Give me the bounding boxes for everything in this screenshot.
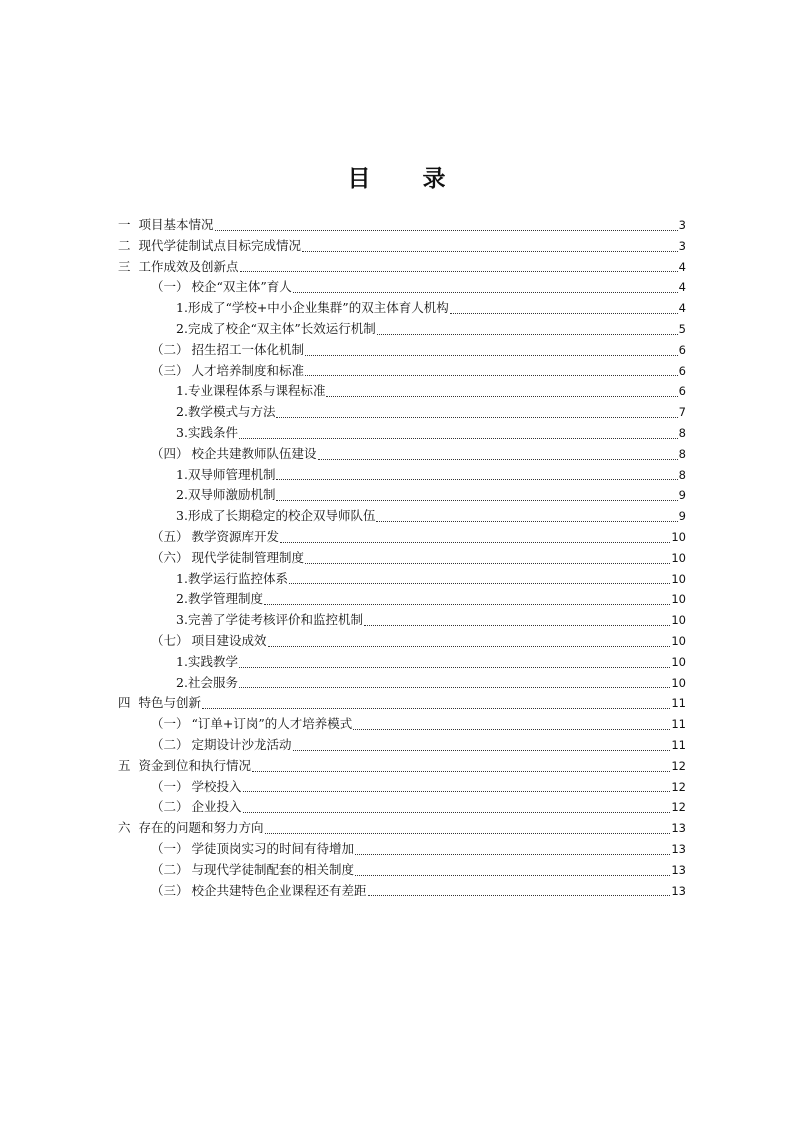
- toc-entry[interactable]: [118, 485, 686, 506]
- toc-entry-title: 定期设计沙龙活动: [191, 736, 292, 752]
- toc-entry-number: （一）: [151, 778, 189, 794]
- toc-entry-title: 教学运行监控体系: [187, 570, 288, 586]
- toc-entry-title: 招生招工一体化机制: [191, 341, 305, 357]
- toc-entry[interactable]: [118, 277, 686, 298]
- page-title: 目 录: [347, 166, 468, 192]
- toc-dot-leader: [239, 437, 678, 439]
- toc-dot-leader: [326, 395, 677, 397]
- toc-dot-leader: [215, 229, 678, 231]
- toc-entry-title: 项目基本情况: [138, 217, 214, 232]
- toc-entry-title: 工作成效及创新点: [138, 258, 239, 274]
- toc-entry-number: （二）: [151, 799, 189, 815]
- toc-page-number: 8: [678, 446, 686, 461]
- toc-page-number: 13: [671, 841, 686, 856]
- toc-entry[interactable]: [118, 361, 686, 382]
- toc-entry[interactable]: [118, 381, 686, 402]
- toc-entry[interactable]: [118, 215, 686, 236]
- toc-entry-title: 社会服务: [187, 674, 238, 690]
- toc-entry-number: 一: [118, 217, 131, 232]
- toc-dot-leader: [305, 354, 678, 356]
- toc-dot-leader: [268, 645, 671, 647]
- toc-entry-number: （二）: [151, 736, 189, 752]
- toc-entry-title: 专业课程体系与课程标准: [187, 383, 326, 399]
- toc-entry[interactable]: [118, 610, 686, 631]
- toc-entry-number: 1.: [176, 570, 188, 586]
- toc-entry[interactable]: [118, 797, 686, 818]
- toc-entry-number: （七）: [151, 632, 189, 648]
- toc-entry-title: 教学模式与方法: [187, 404, 276, 420]
- toc-entry-title: 学校投入: [191, 778, 242, 794]
- toc-dot-leader: [276, 499, 677, 501]
- toc-entry[interactable]: [118, 652, 686, 673]
- toc-entry-number: 3.: [176, 424, 188, 440]
- toc-page-number: 11: [671, 737, 686, 752]
- toc-page-number: 11: [671, 717, 686, 732]
- toc-entry-title: 现代学徒制试点目标完成情况: [138, 237, 302, 253]
- toc-page-number: 6: [678, 384, 686, 399]
- toc-entry-title: “订单+订岗”的人才培养模式: [191, 716, 353, 732]
- toc-entry-title: 教学管理制度: [187, 591, 263, 607]
- toc-page-number: 6: [678, 363, 686, 378]
- toc-dot-leader: [293, 749, 671, 751]
- toc-entry-title: 校企“双主体”育人: [191, 279, 292, 295]
- toc-page-number: 8: [678, 425, 686, 440]
- toc-page-number: 10: [671, 529, 686, 544]
- toc-entry[interactable]: [118, 527, 686, 548]
- toc-entry-title: 完成了校企“双主体”长效运行机制: [187, 320, 376, 336]
- toc-entry[interactable]: [118, 881, 686, 902]
- toc-entry-title: 完善了学徒考核评价和监控机制: [187, 612, 363, 628]
- toc-entry-number: （二）: [151, 341, 189, 357]
- toc-dot-leader: [239, 666, 670, 668]
- toc-entry-number: （六）: [151, 549, 189, 565]
- toc-entry[interactable]: [118, 548, 686, 569]
- toc-dot-leader: [289, 582, 670, 584]
- toc-entry-number: 1.: [176, 300, 188, 316]
- toc-entry-number: （四）: [151, 445, 189, 461]
- toc-dot-leader: [240, 270, 678, 272]
- toc-dot-leader: [450, 312, 678, 314]
- toc-page-number: 3: [678, 218, 686, 232]
- table-of-contents: [118, 215, 686, 901]
- toc-dot-leader: [202, 707, 670, 709]
- toc-dot-leader: [355, 853, 670, 855]
- toc-entry-number: 3.: [176, 612, 188, 628]
- toc-dot-leader: [305, 374, 678, 376]
- toc-entry[interactable]: [118, 444, 686, 465]
- toc-entry-number: （一）: [151, 840, 189, 856]
- toc-entry-number: 3.: [176, 508, 188, 524]
- toc-entry-title: 特色与创新: [138, 695, 202, 711]
- toc-dot-leader: [364, 624, 670, 626]
- toc-entry-number: 2.: [176, 591, 188, 607]
- toc-entry-number: 三: [118, 258, 131, 274]
- toc-page-number: 8: [678, 467, 686, 482]
- toc-entry[interactable]: [118, 402, 686, 423]
- toc-page-number: 10: [671, 571, 686, 586]
- toc-entry[interactable]: [118, 298, 686, 319]
- toc-entry[interactable]: [118, 340, 686, 361]
- toc-entry[interactable]: [118, 423, 686, 444]
- toc-dot-leader: [305, 562, 670, 564]
- toc-page-number: 13: [671, 821, 686, 836]
- toc-entry-number: 2.: [176, 320, 188, 336]
- toc-page-number: 4: [678, 301, 686, 316]
- toc-entry[interactable]: [118, 506, 686, 527]
- toc-entry-title: 人才培养制度和标准: [191, 362, 305, 378]
- toc-entry[interactable]: [118, 860, 686, 881]
- toc-entry[interactable]: [118, 777, 686, 798]
- toc-page-number: 10: [671, 675, 686, 690]
- toc-page-number: 12: [671, 758, 686, 773]
- toc-entry-title: 双导师管理机制: [187, 466, 276, 482]
- toc-entry-number: 四: [118, 695, 131, 711]
- toc-entry-number: 1.: [176, 383, 188, 399]
- toc-dot-leader: [264, 603, 670, 605]
- toc-dot-leader: [293, 291, 678, 293]
- toc-entry-title: 现代学徒制管理制度: [191, 549, 305, 565]
- toc-page-number: 9: [678, 488, 686, 503]
- toc-entry-title: 学徒顶岗实习的时间有待增加: [191, 840, 355, 856]
- toc-entry-number: （三）: [151, 362, 189, 378]
- toc-entry-number: 1.: [176, 653, 188, 669]
- toc-page-number: 3: [678, 238, 686, 253]
- toc-dot-leader: [318, 458, 678, 460]
- toc-page-number: 10: [671, 550, 686, 565]
- toc-entry[interactable]: [118, 714, 686, 735]
- toc-page-number: 12: [671, 800, 686, 815]
- toc-entry[interactable]: [118, 569, 686, 590]
- toc-entry-number: （三）: [151, 882, 189, 898]
- toc-page-number: 11: [671, 696, 686, 711]
- toc-entry[interactable]: [118, 236, 686, 257]
- toc-dot-leader: [355, 874, 670, 876]
- toc-entry[interactable]: [118, 756, 686, 777]
- toc-entry-number: 2.: [176, 487, 188, 503]
- toc-dot-leader: [276, 416, 677, 418]
- toc-entry-number: 2.: [176, 404, 188, 420]
- toc-entry-number: （二）: [151, 861, 189, 877]
- toc-entry[interactable]: [118, 693, 686, 714]
- toc-entry[interactable]: [118, 257, 686, 278]
- toc-entry[interactable]: [118, 673, 686, 694]
- toc-entry-title: 形成了“学校+中小企业集群”的双主体育人机构: [187, 300, 449, 316]
- toc-entry-title: 校企共建教师队伍建设: [191, 445, 317, 461]
- toc-dot-leader: [239, 686, 670, 688]
- toc-entry-title: 实践教学: [187, 653, 238, 669]
- toc-dot-leader: [353, 728, 670, 730]
- toc-entry-title: 形成了长期稳定的校企双导师队伍: [187, 508, 376, 524]
- toc-entry-number: 六: [118, 820, 131, 836]
- toc-dot-leader: [265, 832, 671, 834]
- toc-entry-number: 1.: [176, 466, 188, 482]
- toc-entry-title: 项目建设成效: [191, 632, 267, 648]
- toc-dot-leader: [243, 811, 671, 813]
- toc-dot-leader: [243, 790, 671, 792]
- toc-dot-leader: [302, 250, 678, 252]
- toc-page-number: 5: [678, 321, 686, 336]
- toc-page-number: 4: [678, 280, 686, 295]
- toc-dot-leader: [368, 894, 671, 896]
- toc-entry[interactable]: [118, 818, 686, 839]
- toc-entry-title: 校企共建特色企业课程还有差距: [191, 882, 367, 898]
- toc-entry-title: 与现代学徒制配套的相关制度: [191, 861, 355, 877]
- toc-entry[interactable]: [118, 839, 686, 860]
- toc-page-number: 10: [671, 654, 686, 669]
- toc-page-number: 9: [678, 509, 686, 524]
- toc-entry[interactable]: [118, 735, 686, 756]
- toc-entry-number: 二: [118, 237, 131, 253]
- toc-entry-title: 双导师激励机制: [187, 487, 276, 503]
- toc-entry-number: （五）: [151, 528, 189, 544]
- toc-page-number: 13: [671, 883, 686, 898]
- toc-dot-leader: [377, 333, 678, 335]
- toc-entry-title: 教学资源库开发: [191, 528, 280, 544]
- toc-entry[interactable]: [118, 589, 686, 610]
- toc-entry[interactable]: [118, 631, 686, 652]
- toc-page-number: 10: [671, 592, 686, 607]
- toc-entry-number: （一）: [151, 279, 189, 295]
- toc-page-number: 13: [671, 862, 686, 877]
- toc-page-number: 10: [671, 633, 686, 648]
- toc-dot-leader: [376, 520, 677, 522]
- toc-page-number: 6: [678, 342, 686, 357]
- toc-entry-number: 2.: [176, 674, 188, 690]
- toc-entry-number: （一）: [151, 716, 189, 732]
- toc-dot-leader: [280, 541, 670, 543]
- toc-page-number: 4: [678, 259, 686, 274]
- toc-entry[interactable]: [118, 465, 686, 486]
- toc-entry-title: 实践条件: [187, 424, 238, 440]
- toc-dot-leader: [252, 770, 670, 772]
- toc-entry-number: 五: [118, 757, 131, 773]
- toc-entry[interactable]: [118, 319, 686, 340]
- toc-page-number: 7: [678, 405, 686, 420]
- toc-entry-title: 资金到位和执行情况: [138, 757, 252, 773]
- toc-entry-title: 企业投入: [191, 799, 242, 815]
- toc-page-number: 12: [671, 779, 686, 794]
- toc-entry-title: 存在的问题和努力方向: [138, 820, 264, 836]
- toc-page-number: 10: [671, 613, 686, 628]
- toc-dot-leader: [276, 478, 677, 480]
